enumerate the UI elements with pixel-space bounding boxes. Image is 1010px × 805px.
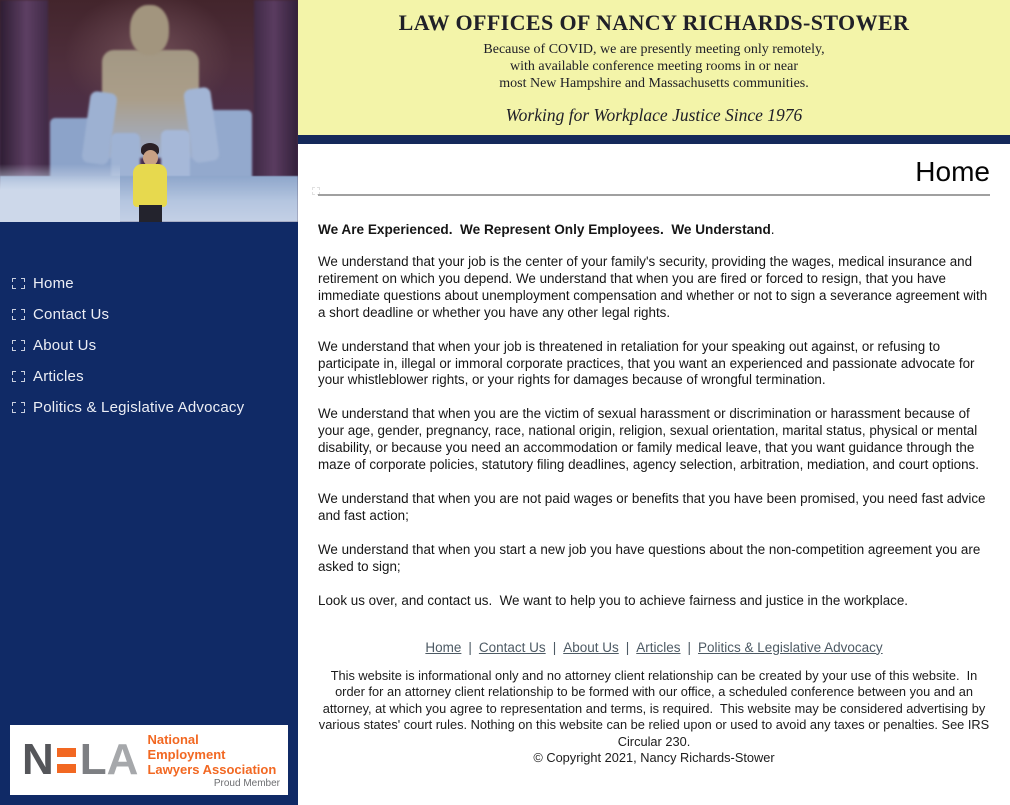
footer-link-about-us[interactable]: About Us bbox=[563, 639, 619, 655]
page-title: Home bbox=[915, 156, 990, 187]
body-paragraph: We understand that when your job is threatened in retaliation for your speaking out against, or refusing to participate in, illegal or immoral corporate practices, that you want an experienced and passionate advocate for your whistleblower rights, or your rights for damages because of wrongful termination. bbox=[318, 338, 979, 388]
horizontal-rule bbox=[318, 194, 990, 196]
intro-statement-tail: . bbox=[770, 222, 775, 237]
footer-separator: | bbox=[468, 639, 472, 655]
header-divider-bar bbox=[298, 135, 1010, 144]
footer-link-home[interactable]: Home bbox=[425, 639, 462, 655]
statue-head-shape bbox=[130, 5, 169, 55]
covid-notice-line: with available conference meeting rooms in or near bbox=[509, 59, 799, 74]
nela-logo-text bbox=[147, 732, 280, 789]
intro-statement bbox=[318, 222, 990, 237]
heading-rule bbox=[318, 194, 990, 196]
copyright-notice: © Copyright 2021, Nancy Richards-Stower bbox=[533, 750, 775, 766]
corners-icon bbox=[12, 340, 25, 351]
sidebar-item-label: Politics & Legislative Advocacy bbox=[33, 399, 245, 416]
footer-separator: | bbox=[552, 639, 557, 655]
broken-image-placeholder-icon bbox=[312, 187, 320, 195]
nela-text-line2: Lawyers Association bbox=[147, 761, 277, 777]
sidebar-item-about-us[interactable] bbox=[12, 330, 298, 361]
covid-notice bbox=[298, 41, 1010, 92]
covid-notice-line: most New Hampshire and Massachusetts communities. bbox=[499, 76, 809, 91]
nela-membership-badge[interactable] bbox=[10, 725, 288, 795]
nela-text-line3: Proud Member bbox=[213, 777, 280, 789]
sidebar-item-label: Contact Us bbox=[33, 306, 110, 323]
nela-logo-letters bbox=[22, 737, 138, 783]
nela-letter-l: L bbox=[79, 735, 107, 784]
corners-icon bbox=[12, 402, 25, 413]
body-paragraph: Look us over, and contact us. We want to help you to achieve fairness and justice in the workplace. bbox=[318, 592, 909, 608]
site-header bbox=[298, 0, 1010, 135]
sidebar bbox=[0, 0, 298, 805]
tagline: Working for Workplace Justice Since 1976 bbox=[505, 105, 803, 125]
sidebar-nav bbox=[0, 222, 298, 423]
body-paragraph: We understand that when you are the victim of sexual harassment or discrimination or harassment because of your age, gender, pregnancy, race, national origin, religion, sexual orientation, marital status, physical or mental disability, or because you need an accommodation or family medical leave, that you want guidance through the maze of corporate policies, statutory filing deadlines, agency selection, arbitration, mediation, and court options. bbox=[318, 406, 981, 473]
main-area bbox=[298, 0, 1010, 805]
page-content bbox=[298, 156, 1010, 767]
sidebar-item-contact-us[interactable] bbox=[12, 299, 298, 330]
statue-steps-shape bbox=[0, 164, 120, 222]
footer-link-articles[interactable]: Articles bbox=[636, 639, 681, 655]
corners-icon bbox=[12, 278, 25, 289]
sidebar-item-label: About Us bbox=[33, 337, 97, 354]
lincoln-memorial-photo bbox=[0, 0, 298, 222]
covid-notice-line: Because of COVID, we are presently meeting only remotely, bbox=[483, 42, 825, 57]
legal-disclaimer: This website is informational only and no attorney client relationship can be created by your use of this website. In order for an attorney client relationship to be formed with our office, a scheduled conference between you and an attorney, at which you agree to representation and terms, is required. This website may be considered advertising by various states' court rules. Nothing on this website can be relied upon or used to avoid any taxes or penalties. See IRS Circular 230. bbox=[318, 667, 993, 749]
site-title: LAW OFFICES OF NANCY RICHARDS-STOWER bbox=[398, 10, 910, 35]
body-paragraph: We understand that your job is the center of your family's security, providing the wages, medical insurance and retirement on which you depend. We understand that when you are fired or forced to resign, that you have immediate questions about unemployment compensation and whether or not to sign a severance agreement with a short deadline or whether you have any other legal rights. bbox=[318, 254, 991, 320]
sidebar-item-articles[interactable] bbox=[12, 361, 298, 392]
body-paragraph: We understand that when you start a new job you have questions about the non-competition agreement you are asked to sign; bbox=[318, 541, 985, 574]
body-paragraph: We understand that when you are not paid wages or benefits that you have been promised, you need fast advice and fast action; bbox=[318, 490, 990, 523]
person-yellow-shirt-shape bbox=[133, 164, 167, 207]
sidebar-item-politics-legislative-advocacy[interactable] bbox=[12, 392, 298, 423]
nela-letter-e-bars-icon bbox=[57, 748, 76, 773]
sidebar-item-label: Home bbox=[33, 275, 74, 292]
nela-text-line1: National Employment bbox=[147, 731, 226, 762]
intro-statement-bold: We Are Experienced. We Represent Only Employees. We Understand bbox=[318, 222, 771, 237]
person-legs-shape bbox=[139, 205, 162, 222]
footer-separator: | bbox=[687, 639, 692, 655]
footer-link-politics-legislative-advocacy[interactable]: Politics & Legislative Advocacy bbox=[698, 639, 883, 655]
sidebar-item-label: Articles bbox=[33, 368, 84, 385]
footer-separator: | bbox=[625, 639, 630, 655]
footer-nav bbox=[318, 640, 990, 655]
nela-letter-n: N bbox=[22, 735, 54, 784]
sidebar-item-home[interactable] bbox=[12, 268, 298, 299]
corners-icon bbox=[12, 309, 25, 320]
corners-icon bbox=[12, 371, 25, 382]
nela-letter-a: A bbox=[106, 735, 139, 784]
footer-link-contact-us[interactable]: Contact Us bbox=[478, 639, 546, 655]
